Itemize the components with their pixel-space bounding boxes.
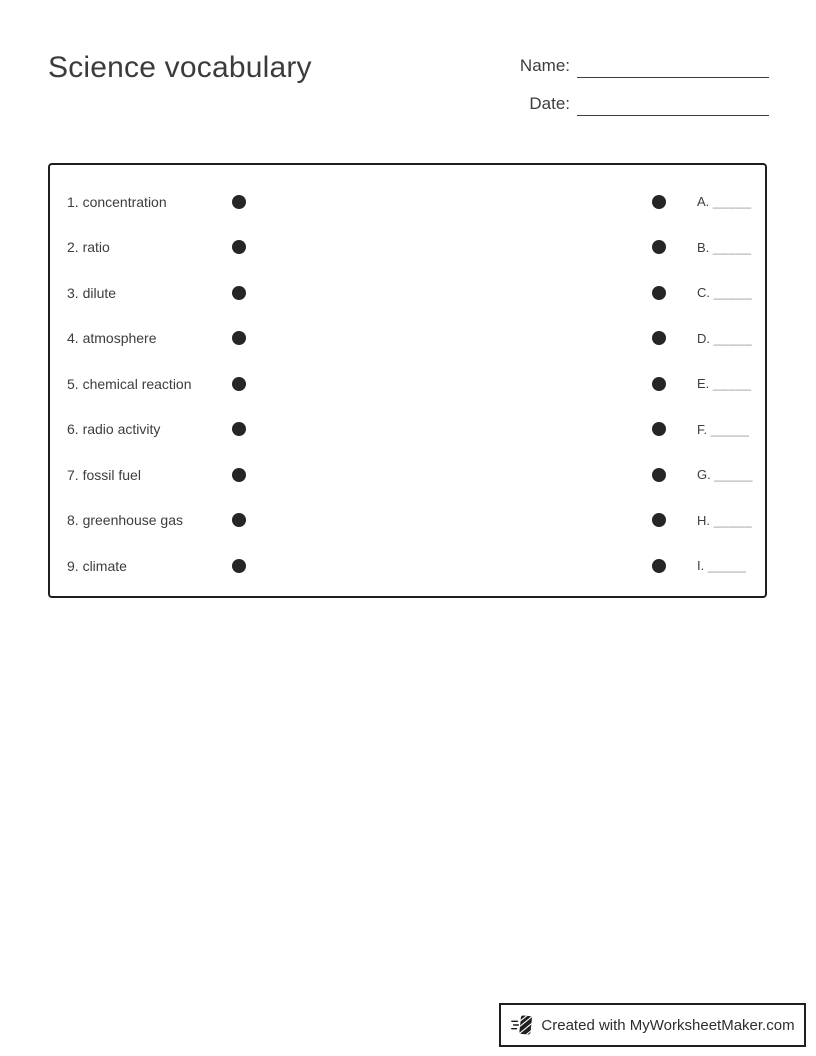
match-dot-left-icon <box>232 559 246 573</box>
match-row-8 <box>67 498 765 544</box>
name-field-line <box>577 50 769 78</box>
answer-letter: I. <box>697 558 705 574</box>
matching-exercise-box <box>48 163 767 598</box>
date-field-label: Date: <box>529 94 570 113</box>
answer-letter: F. <box>697 421 708 437</box>
match-dot-right-icon <box>652 331 666 345</box>
term-label: 2. ratio <box>67 239 110 256</box>
footer-credit-box <box>499 1003 806 1047</box>
answer-label <box>697 194 765 209</box>
answer-letter: G. <box>697 467 711 483</box>
name-field-row <box>490 50 769 78</box>
answer-blank: _____ <box>712 194 752 210</box>
match-row-5 <box>67 361 765 407</box>
term-label: 8. greenhouse gas <box>67 512 183 529</box>
answer-blank: _____ <box>714 467 754 483</box>
answer-blank: _____ <box>713 285 753 301</box>
match-dot-left-icon <box>232 468 246 482</box>
date-field-row <box>490 88 769 116</box>
match-row-9 <box>67 543 765 589</box>
answer-label <box>697 376 765 391</box>
match-dot-right-icon <box>652 377 666 391</box>
footer-credit-text: Created with MyWorksheetMaker.com <box>541 1016 795 1034</box>
match-dot-right-icon <box>652 513 666 527</box>
match-dot-left-icon <box>232 195 246 209</box>
match-row-3 <box>67 270 765 316</box>
answer-label <box>697 558 765 573</box>
answer-blank: _____ <box>712 376 752 392</box>
answer-letter: C. <box>697 285 710 301</box>
match-dot-left-icon <box>232 240 246 254</box>
match-row-6 <box>67 407 765 453</box>
match-row-2 <box>67 225 765 271</box>
answer-letter: B. <box>697 239 710 255</box>
match-dot-right-icon <box>652 422 666 436</box>
answer-blank: _____ <box>710 421 750 437</box>
answer-blank: _____ <box>707 558 747 574</box>
match-dot-right-icon <box>652 468 666 482</box>
term-label: 9. climate <box>67 557 127 574</box>
answer-label <box>697 513 765 528</box>
answer-blank: _____ <box>713 330 753 346</box>
match-dot-right-icon <box>652 195 666 209</box>
match-dot-right-icon <box>652 559 666 573</box>
match-dot-left-icon <box>232 331 246 345</box>
match-dot-right-icon <box>652 240 666 254</box>
date-field-line <box>577 88 769 116</box>
answer-blank: _____ <box>712 239 752 255</box>
answer-label <box>697 240 765 255</box>
answer-letter: A. <box>697 194 710 210</box>
match-row-7 <box>67 452 765 498</box>
name-field-label: Name: <box>519 56 570 75</box>
match-dot-left-icon <box>232 422 246 436</box>
match-dot-left-icon <box>232 513 246 527</box>
match-dot-right-icon <box>652 286 666 300</box>
answer-label <box>697 422 765 437</box>
answer-letter: E. <box>697 376 710 392</box>
header-fields <box>490 50 769 126</box>
answer-label <box>697 467 765 482</box>
term-label: 1. concentration <box>67 193 167 210</box>
term-label: 4. atmosphere <box>67 330 157 347</box>
match-row-1 <box>67 179 765 225</box>
term-label: 3. dilute <box>67 284 117 301</box>
answer-label <box>697 331 765 346</box>
answer-blank: _____ <box>713 512 753 528</box>
worksheet-maker-logo-icon <box>510 1013 534 1037</box>
answer-letter: D. <box>697 330 710 346</box>
match-dot-left-icon <box>232 286 246 300</box>
term-label: 7. fossil fuel <box>67 466 141 483</box>
term-label: 5. chemical reaction <box>67 375 192 392</box>
page-title: Science vocabulary <box>48 51 312 84</box>
answer-letter: H. <box>697 512 710 528</box>
term-label: 6. radio activity <box>67 421 161 438</box>
match-dot-left-icon <box>232 377 246 391</box>
match-row-4 <box>67 316 765 362</box>
answer-label <box>697 285 765 300</box>
